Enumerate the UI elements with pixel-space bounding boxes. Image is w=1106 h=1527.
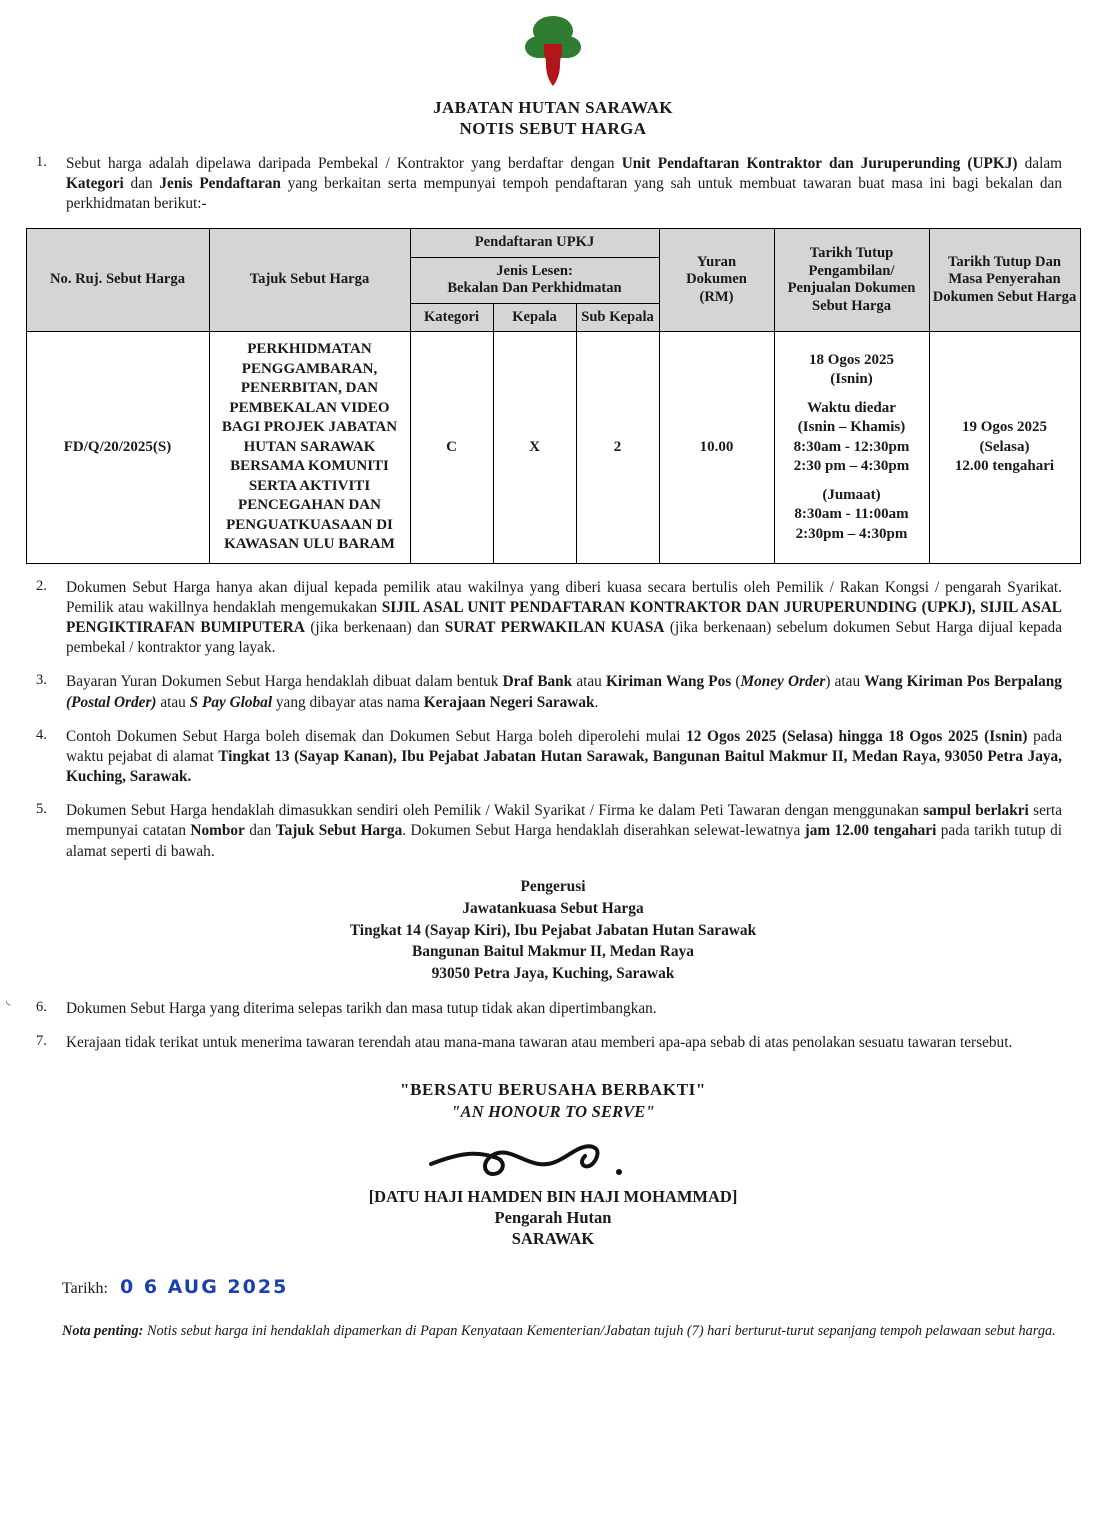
document-type: NOTIS SEBUT HARGA (459, 119, 647, 139)
th-upkj: Pendaftaran UPKJ (410, 229, 659, 258)
clause-4 (28, 713, 1062, 788)
signer-block (0, 1186, 1106, 1250)
th-pickup-deadline: Tarikh Tutup Pengambilan/ Penjualan Dokumen Sebut Harga (774, 229, 929, 332)
clause-6 (28, 985, 1062, 1019)
th-closing-deadline: Tarikh Tutup Dan Masa Penyerahan Dokumen Sebut Harga (929, 229, 1080, 332)
pickup-hours-label: Waktu diedar (807, 399, 896, 416)
cell-closing-deadline (929, 332, 1080, 564)
pickup-weekday-time-1: 8:30am - 12:30pm (793, 438, 910, 455)
clause-1-text: Sebut harga adalah dipelawa daripada Pembekal / Kontraktor yang berdaftar dengan Unit Pendaftaran Kontraktor dan Juruperunding (UPKJ) dalam Kategori dan Jenis Pendaftaran yang berkaitan serta mempunyai tempoh pendaftaran yang sah untuk membuat tawaran buat masa ini bagi bekalan dan perkhidmatan berikut:- (66, 154, 1063, 212)
th-fee-line1: Yuran (696, 253, 737, 270)
clause-4-text: Contoh Dokumen Sebut Harga boleh disemak dan Dokumen Sebut Harga boleh diperolehi mulai 12 Ogos 2025 (Selasa) hingga 18 Ogos 2025 (Isnin) pada waktu pejabat di alamat Tingkat 13 (Sayap Kanan), Ibu Pejabat Jabatan Hutan Sarawak, Bangunan Baitul Makmur II, Medan Raya, 93050 Petra Jaya, Kuching, Sarawak. (66, 727, 1062, 786)
clause-2-text: Dokumen Sebut Harga hanya akan dijual kepada pemilik atau wakilnya yang diberi kuasa secara bertulis oleh Pemilik / Rakan Kongsi / pengarah Syarikat. Pemilik atau wakillnya hendaklah mengemukakan SIJIL ASAL UNIT PENDAFTARAN KONTRAKTOR DAN JURUPERUNDING (UPKJ), SIJIL ASAL PENGIKTIRAFAN BUMIPUTERA (jika berkenaan) dan SURAT PERWAKILAN KUASA (jika berkenaan) sebelum dokumen Sebut Harga dijual kepada pembekal / kontraktor yang layak. (66, 578, 1062, 657)
cell-fee: 10.00 (659, 332, 774, 564)
clause-5-text: Dokumen Sebut Harga hendaklah dimasukkan sendiri oleh Pemilik / Wakil Syarikat / Firma ke dalam Peti Tawaran dengan menggunakan sampul berlakri serta mempunyai catatan Nombor dan Tajuk Sebut Harga. Dokumen Sebut Harga hendaklah diserahkan selewat-lewatnya jam 12.00 tengahari pada tarikh tutup di alamat seperti di bawah. (66, 802, 1062, 860)
logo-container (0, 0, 1106, 93)
signer-name: [DATU HAJI HAMDEN BIN HAJI MOHAMMAD] (368, 1186, 738, 1206)
date-stamp: 0 6 AUG 2025 (119, 1275, 289, 1298)
cell-pickup-deadline (774, 332, 929, 564)
pickup-date: 18 Ogos 2025 (808, 351, 894, 368)
signer-position: Pengarah Hutan (494, 1208, 612, 1227)
cell-kepala: X (493, 332, 576, 564)
cell-sub-kepala: 2 (576, 332, 659, 564)
address-line-3: Tingkat 14 (Sayap Kiri), Ibu Pejabat Jabatan Hutan Sarawak (349, 921, 757, 939)
address-line-5: 93050 Petra Jaya, Kuching, Sarawak (431, 965, 675, 983)
clause-6-number: 6. (36, 999, 47, 1016)
table-header-row-1 (26, 229, 1080, 258)
motto-en: "AN HONOUR TO SERVE" (451, 1101, 655, 1121)
address-line-1: Pengerusi (520, 877, 586, 895)
clause-3 (28, 658, 1062, 712)
address-line-4: Bangunan Baitul Makmur II, Medan Raya (412, 943, 694, 961)
th-licence-line1: Jenis Lesen: (496, 262, 573, 279)
th-title: Tajuk Sebut Harga (209, 229, 410, 332)
closing-time: 12.00 tengahari (954, 458, 1055, 475)
clause-5-number: 5. (36, 801, 47, 818)
table-row (26, 332, 1080, 564)
pickup-day: (Isnin) (830, 371, 873, 388)
clause-2 (28, 564, 1062, 659)
clause-3-number: 3. (36, 672, 47, 689)
clause-7-text: Kerajaan tidak terikat untuk menerima tawaran terendah atau mana-mana tawaran atau memberi apa-apa sebab di atas penolakan sesuatu tawaran tersebut. (66, 1034, 1013, 1052)
date-row (62, 1276, 1106, 1298)
address-line-2: Jawatankuasa Sebut Harga (462, 899, 644, 917)
submission-address (0, 876, 1106, 985)
clause-6-text: Dokumen Sebut Harga yang diterima selepas tarikh dan masa tutup tidak akan dipertimbangkan. (66, 1000, 657, 1018)
th-ref-no: No. Ruj. Sebut Harga (26, 229, 209, 332)
th-fee-line2: Dokumen (686, 271, 747, 288)
motto (0, 1080, 1106, 1122)
important-note (62, 1322, 1062, 1341)
th-licence-type (410, 257, 659, 303)
clause-1-number: 1. (36, 153, 47, 170)
th-licence-line2: Bekalan Dan Perkhidmatan (447, 280, 622, 297)
tree-logo-icon (520, 14, 586, 93)
clause-3-text: Bayaran Yuran Dokumen Sebut Harga hendaklah dibuat dalam bentuk Draf Bank atau Kiriman Wang Pos (Money Order) atau Wang Kiriman Pos Berpalang (Postal Order) atau S Pay Global yang dibayar atas nama Kerajaan Negeri Sarawak. (66, 673, 1062, 711)
quotation-table (26, 228, 1081, 564)
closing-date: 19 Ogos 2025 (961, 419, 1047, 436)
th-kepala: Kepala (493, 303, 576, 332)
clause-5 (28, 787, 1062, 862)
th-fee (659, 229, 774, 332)
motto-bm: "BERSATU BERUSAHA BERBAKTI" (400, 1079, 706, 1099)
clause-1 (28, 140, 1062, 215)
cell-title: PERKHIDMATAN PENGGAMBARAN, PENERBITAN, DAN PEMBEKALAN VIDEO BAGI PROJEK JABATAN HUTAN SARAWAK BERSAMA KOMUNITI SERTA AKTIVITI PENCEGAHAN DAN PENGUATKUASAAN DI KAWASAN ULU BARAM (209, 332, 410, 564)
pickup-friday-label: (Jumaat) (822, 486, 881, 503)
org-name: JABATAN HUTAN SARAWAK (433, 98, 673, 117)
cell-kategori: C (410, 332, 493, 564)
page-edge-mark: ◟ (6, 993, 11, 1007)
pickup-friday-time-1: 8:30am - 11:00am (794, 506, 909, 523)
signature-mark (0, 1138, 1106, 1184)
note-text: Notis sebut harga ini hendaklah dipamerkan di Papan Kenyataan Kementerian/Jabatan tujuh (7) hari berturut-turut sepanjang tempoh pelawaan sebut harga. (143, 1322, 1056, 1339)
note-label: Nota penting: (62, 1322, 144, 1339)
closing-day: (Selasa) (979, 438, 1030, 455)
pickup-weekday-label: (Isnin – Khamis) (797, 419, 906, 436)
th-sub-kepala: Sub Kepala (576, 303, 659, 332)
page-title (0, 97, 1106, 140)
cell-ref-no: FD/Q/20/2025(S) (26, 332, 209, 564)
pickup-weekday-time-2: 2:30 pm – 4:30pm (793, 458, 910, 475)
th-kategori: Kategori (410, 303, 493, 332)
date-label: Tarikh: (62, 1279, 108, 1297)
th-fee-line3: (RM) (699, 288, 734, 305)
clause-7 (28, 1019, 1062, 1053)
clause-7-number: 7. (36, 1033, 47, 1050)
pickup-friday-time-2: 2:30pm – 4:30pm (795, 525, 908, 542)
clause-4-number: 4. (36, 726, 47, 743)
signer-state: SARAWAK (511, 1229, 595, 1249)
clause-2-number: 2. (36, 577, 47, 594)
